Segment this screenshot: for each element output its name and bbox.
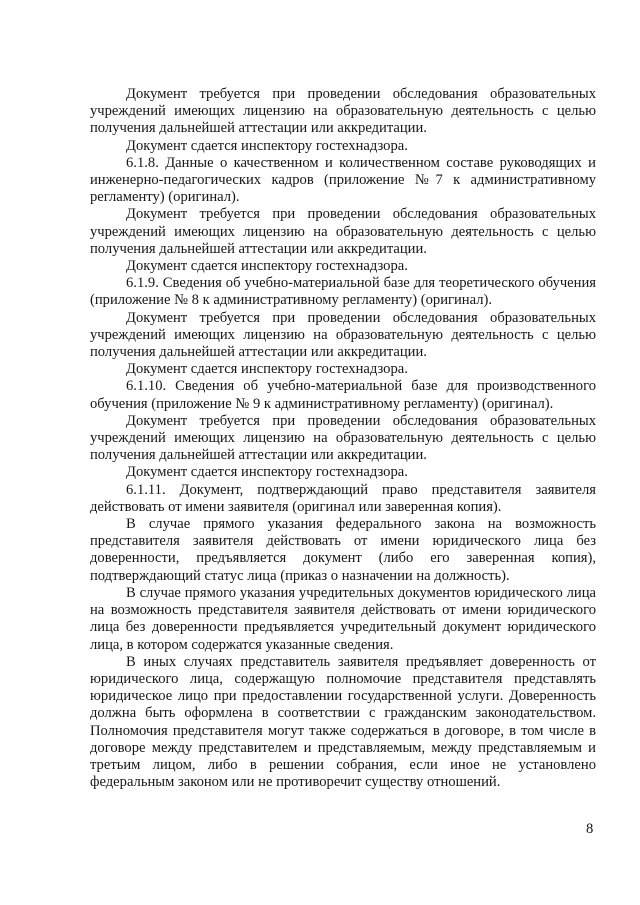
- paragraph: Документ сдается инспектору гостехнадзора.: [126, 137, 408, 154]
- paragraph: Документ требуется при проведении обследования образовательных учреждений имеющих лицензию на образовательную деятельность с целью получения дальнейшей аттестации или аккредитации.: [90, 206, 596, 257]
- paragraph: В случае прямого указания федерального закона на возможность представителя заявителя действовать от имени юридического лица без доверенности, предъявляется документ (либо его заверенная копия), подтверждающий статус лица (приказ о назначении на должность).: [90, 516, 596, 584]
- paragraph: Документ требуется при проведении обследования образовательных учреждений имеющих лицензию на образовательную деятельность с целью получения дальнейшей аттестации или аккредитации.: [90, 86, 596, 137]
- paragraph: Документ требуется при проведении обследования образовательных учреждений имеющих лицензию на образовательную деятельность с целью получения дальнейшей аттестации или аккредитации.: [90, 412, 596, 464]
- page-number: 8: [586, 821, 594, 837]
- document-body: [90, 86, 596, 791]
- paragraph: 6.1.8. Данные о качественном и количественном составе руководящих и инженерно-педагогических кадров (приложение №7 к административному регламенту) (оригинал).: [90, 154, 596, 206]
- paragraph: Документ сдается инспектору гостехнадзора.: [126, 464, 408, 481]
- paragraph: В иных случаях представитель заявителя предъявляет доверенность от юридического лица, содержащую полномочие представителя представлять юридическое лицо при предоставлении государственной услуги. Доверенность должна быть оформлена в соответствии с гражданским законодательством. Полномочия представителя могут также содержаться в договоре, в том числе в договоре между представителем и представляемым, между представляемым и третьим лицом, либо в решении собрания, если иное не установлено федеральным законом или не противоречит существу отношений.: [90, 653, 596, 791]
- paragraph: 6.1.11. Документ, подтверждающий право представителя заявителя действовать от имени заявителя (оригинал или заверенная копия).: [90, 481, 596, 515]
- paragraph: Документ сдается инспектору гостехнадзора.: [126, 258, 408, 275]
- paragraph: Документ требуется при проведении обследования образовательных учреждений имеющих лицензию на образовательную деятельность с целью получения дальнейшей аттестации или аккредитации.: [90, 309, 596, 361]
- paragraph: 6.1.9. Сведения об учебно-материальной базе для теоретического обучения (приложение № 8 к административному регламенту) (оригинал).: [90, 275, 596, 309]
- paragraph: В случае прямого указания учредительных документов юридического лица на возможность представителя заявителя действовать от имени юридического лица без доверенности предъявляется учредительный документ юридического лица, в котором содержатся указанные сведения.: [90, 584, 596, 653]
- paragraph: Документ сдается инспектору гостехнадзора.: [126, 361, 408, 378]
- paragraph: 6.1.10. Сведения об учебно-материальной базе для производственного обучения (приложение № 9 к административному регламенту) (оригинал).: [90, 378, 596, 412]
